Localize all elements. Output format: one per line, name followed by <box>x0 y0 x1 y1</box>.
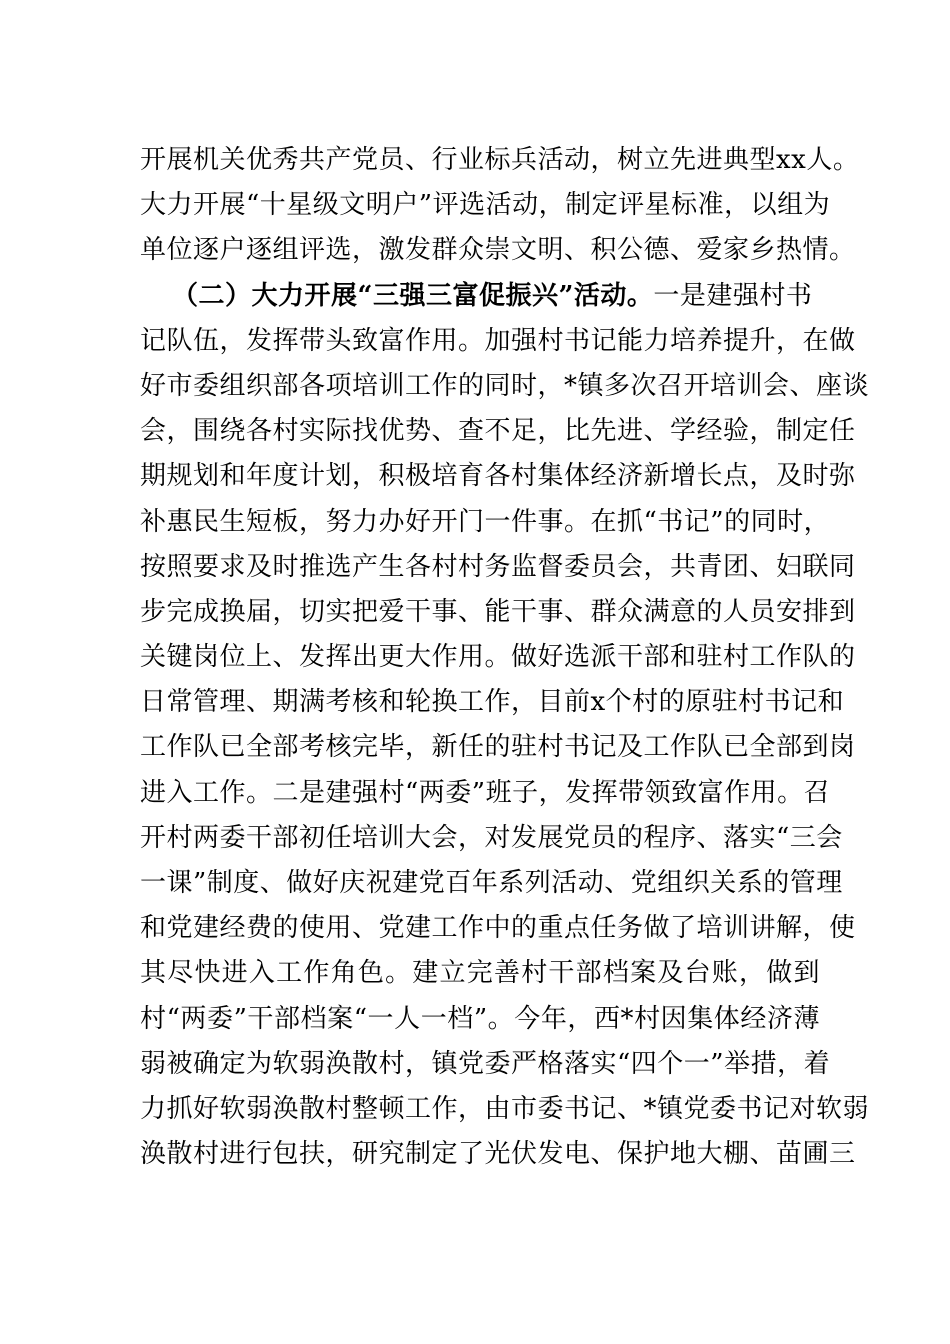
text-line: 开展机关优秀共产党员、行业标兵活动，树立先进典型xx人。 <box>140 145 860 175</box>
section-heading-continuation: 一是建强村书 <box>653 280 813 311</box>
text-line: 一课”制度、做好庆祝建党百年系列活动、党组织关系的管理 <box>140 868 843 898</box>
text-line: 记队伍，发挥带头致富作用。加强村书记能力培养提升，在做 <box>140 325 856 356</box>
text-line: 力抓好软弱涣散村整顿工作，由市委书记、*镇党委书记对软弱 <box>140 1093 870 1124</box>
text-line: 进入工作。二是建强村“两委”班子，发挥带领致富作用。召 <box>140 777 831 808</box>
text-line: 单位逐户逐组评选，激发群众崇文明、积公德、爱家乡热情。 <box>140 235 856 266</box>
text-line: 开村两委干部初任培训大会，对发展党员的程序、落实“三会 <box>140 822 843 853</box>
text-line: 按照要求及时推选产生各村村务监督委员会，共青团、妇联同 <box>140 551 856 582</box>
text-line: 会，围绕各村实际找优势、查不足，比先进、学经验，制定任 <box>140 416 856 447</box>
text-line: 弱被确定为软弱涣散村，镇党委严格落实“四个一”举措，着 <box>140 1048 831 1079</box>
text-line: 好市委组织部各项培训工作的同时，*镇多次召开培训会、座谈 <box>140 370 870 401</box>
text-line: 日常管理、期满考核和轮换工作，目前x个村的原驻村书记和 <box>140 687 845 718</box>
text-line: 步完成换届，切实把爱干事、能干事、群众满意的人员安排到 <box>140 596 856 627</box>
section-heading: （二）大力开展“三强三富促振兴”活动。 <box>172 280 654 311</box>
text-line: 和党建经费的使用、党建工作中的重点任务做了培训讲解，使 <box>140 913 856 944</box>
body-text <box>140 138 870 1177</box>
text-line: 关键岗位上、发挥出更大作用。做好选派干部和驻村工作队的 <box>140 642 856 673</box>
text-line: 涣散村进行包扶，研究制定了光伏发电、保护地大棚、苗圃三 <box>140 1139 856 1170</box>
text-line: 村“两委”干部档案“一人一档”。今年，西*村因集体经济薄 <box>140 1003 820 1034</box>
text-line: 其尽快进入工作角色。建立完善村干部档案及台账，做到 <box>140 958 820 989</box>
section-heading-line <box>140 274 820 319</box>
text-line: 补惠民生短板，努力办好开门一件事。在抓“书记”的同时， <box>140 506 831 537</box>
text-line: 期规划和年度计划，积极培育各村集体经济新增长点，及时弥 <box>140 461 856 492</box>
text-line: 大力开展“十星级文明户”评选活动，制定评星标准，以组为 <box>140 190 831 221</box>
text-line: 工作队已全部考核完毕，新任的驻村书记及工作队已全部到岗 <box>140 732 856 763</box>
